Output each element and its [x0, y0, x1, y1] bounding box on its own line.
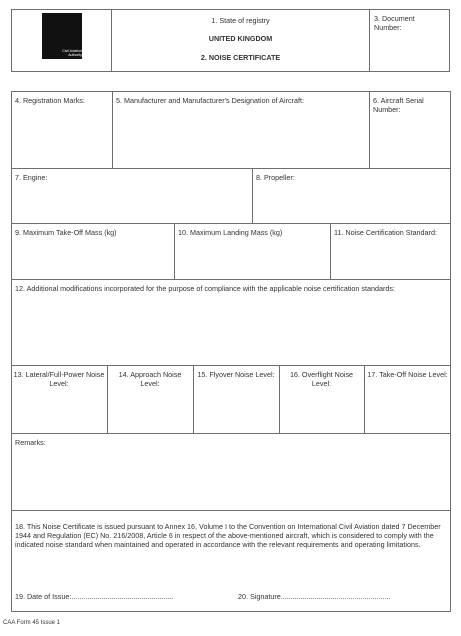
approach-noise-level-label: 14. Approach Noise Level: [118, 370, 182, 388]
state-of-registry-value: UNITED KINGDOM [208, 34, 273, 43]
signature-line: ....................................................... [280, 592, 391, 601]
overflight-noise-level-label: 16. Overflight Noise Level: [289, 370, 354, 388]
signature-label [238, 592, 448, 601]
max-takeoff-mass-label: 9. Maximum Take-Off Mass (kg) [15, 228, 117, 237]
aircraft-serial-number-label: 6. Aircraft Serial Number: [373, 96, 424, 114]
divider-row-5 [11, 433, 451, 434]
divider-row-2 [11, 223, 451, 224]
divider-r5-c [279, 365, 280, 433]
remarks-label: Remarks: [15, 438, 46, 447]
form-identifier: CAA Form 45 Issue 1 [3, 620, 61, 626]
divider-r3-a [174, 223, 175, 279]
date-of-issue-label [15, 592, 215, 601]
noise-standard-label: 11. Noise Certification Standard: [334, 228, 437, 237]
propeller-label: 8. Propeller: [256, 173, 295, 182]
certification-statement: 18. This Noise Certificate is issued pursuant to Annex 16, Volume I to the Convention on International Civil Aviation dated 7 December 1944 and Regulation (EC) No. 216/2008, Article 6 in respect of the above-mentioned aircraft, which is considered to comply with the indicated noise standard when maintained and operated in accordance with the relevant requirements and operating limitations. [15, 522, 441, 549]
date-of-issue-line: :................................................... [69, 592, 174, 601]
signature-text: 20. Signature [238, 592, 281, 601]
divider-r5-d [364, 365, 365, 433]
state-of-registry-label: 1. State of registry [211, 16, 270, 25]
manufacturer-label: 5. Manufacturer and Manufacturer's Designation of Aircraft: [116, 96, 304, 105]
document-number-label: 3. Document Number: [374, 14, 415, 32]
divider-r5-a [107, 365, 108, 433]
registration-marks-label: 4. Registration Marks: [15, 96, 85, 105]
document-number-cell [369, 9, 450, 72]
divider-r5-b [193, 365, 194, 433]
divider-r2-a [252, 168, 253, 223]
flyover-noise-level-label: 15. Flyover Noise Level: [197, 370, 275, 379]
max-landing-mass-label: 10. Maximum Landing Mass (kg) [178, 228, 283, 237]
certificate-title: 2. NOISE CERTIFICATE [200, 53, 281, 62]
divider-r1-a [112, 91, 113, 168]
date-of-issue-text: 19. Date of Issue [15, 592, 70, 601]
divider-row-1 [11, 168, 451, 169]
divider-row-3 [11, 279, 451, 280]
header-state-cell [111, 9, 370, 72]
divider-r3-b [330, 223, 331, 279]
additional-modifications-label: 12. Additional modifications incorporated for the purpose of compliance with the applicable noise certification standards: [15, 284, 395, 293]
header-logo-cell [11, 9, 112, 72]
logo-text-line2: Authority [68, 53, 82, 57]
divider-row-6 [11, 510, 451, 511]
lateral-noise-level-label: 13. Lateral/Full-Power Noise Level: [13, 370, 105, 388]
divider-row-4 [11, 365, 451, 366]
engine-label: 7. Engine: [15, 173, 48, 182]
takeoff-noise-level-label: 17. Take-Off Noise Level: [367, 370, 448, 379]
logo-text-line1: Civil Aviation [62, 49, 82, 53]
divider-r1-b [369, 91, 370, 168]
